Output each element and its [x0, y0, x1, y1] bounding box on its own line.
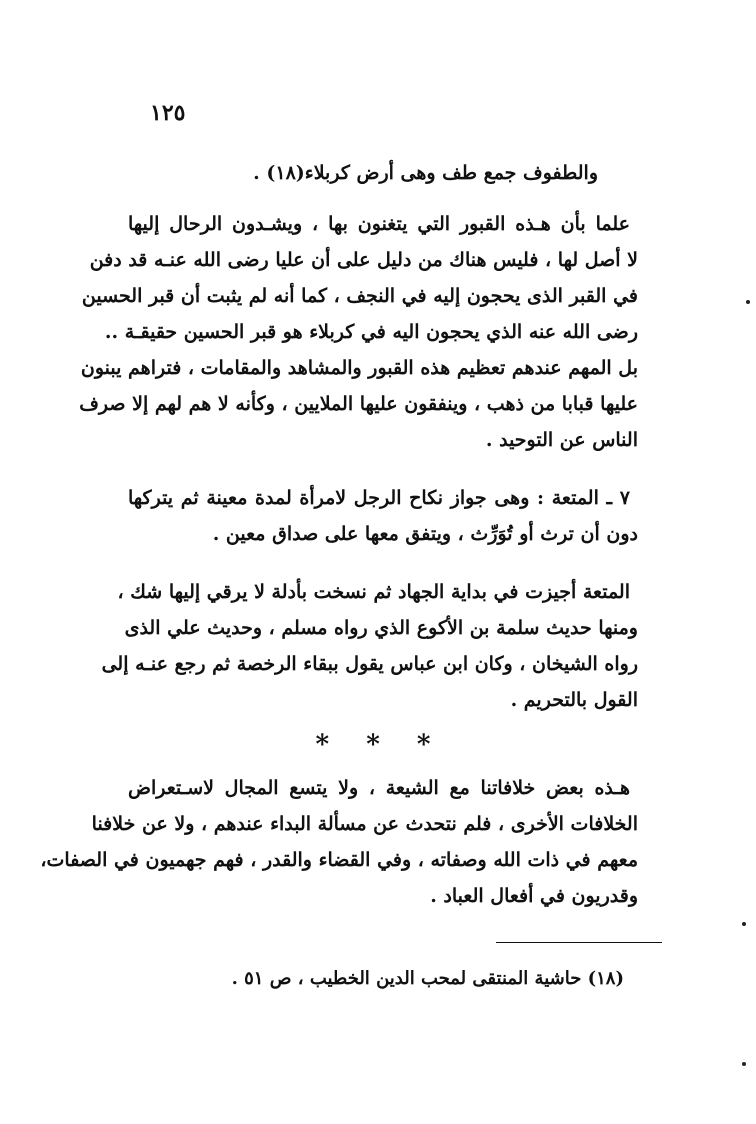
page-number: ١٢٥	[150, 100, 186, 126]
section-separator: * * *	[315, 730, 445, 760]
paragraph-graves	[79, 206, 638, 458]
footnote: (١٨) حاشية المنتقى لمحب الدين الخطيب ، ص ٥١ .	[231, 968, 624, 989]
text-line: لا أصل لها ، فليس هناك من دليل على أن عليا رضى الله عنـه قد دفن	[89, 249, 638, 271]
text-line: الناس عن التوحيد .	[485, 429, 638, 451]
paragraph-mutah-abrogation	[101, 574, 638, 718]
scan-speck	[742, 1062, 746, 1066]
paragraph-differences	[40, 770, 638, 914]
text-line: الخلافات الأخرى ، فلم نتحدث عن مسألة البداء عندهم ، ولا عن خلافنا	[91, 813, 638, 835]
text-line: ومنها حديث سلمة بن الأكوع الذي رواه مسلم ، وحديث علي الذى	[124, 617, 638, 639]
paragraph-mutah-definition	[128, 480, 638, 552]
text-line: والطفوف جمع طف وهى أرض كربلاء(١٨) .	[253, 162, 598, 184]
text-line: المتعة أجيزت في بداية الجهاد ثم نسخت بأدلة لا يرقي إليها شك ،	[117, 581, 630, 603]
text-line: معهم في ذات الله وصفاته ، وفي القضاء والقدر ، فهم جهميون في الصفات،	[40, 849, 638, 871]
text-line: رضى الله عنه الذي يحجون اليه في كربلاء هو قبر الحسين حقيقـة ..	[104, 321, 638, 343]
footnote-divider	[496, 942, 662, 943]
paragraph-karbala-definition	[128, 155, 638, 191]
scan-speck	[746, 300, 750, 304]
text-line: عليها قبابا من ذهب ، وينفقون عليها الملايين ، وكأنه لا هم لهم إلا صرف	[79, 393, 638, 415]
text-line: دون أن ترث أو تُوَرِّث ، ويتفق معها على صداق معين .	[212, 523, 638, 545]
text-line: علما بأن هـذه القبور التي يتغنون بها ، ويشـدون الرحال إليها	[128, 213, 630, 235]
text-line: في القبر الذى يحجون إليه في النجف ، كما أنه لم يثبت أن قبر الحسين	[81, 285, 638, 307]
text-line: هـذه بعض خلافاتنا مع الشيعة ، ولا يتسع المجال لاسـتعراض	[128, 777, 630, 799]
text-line: بل المهم عندهم تعظيم هذه القبور والمشاهد والمقامات ، فتراهم يبنون	[80, 357, 638, 379]
text-line: ٧ ـ المتعة : وهى جواز نكاح الرجل لامرأة لمدة معينة ثم يتركها	[128, 487, 630, 509]
text-line: رواه الشيخان ، وكان ابن عباس يقول ببقاء الرخصة ثم رجع عنـه إلى	[101, 653, 638, 675]
text-line: وقدريون في أفعال العباد .	[430, 885, 638, 907]
scan-speck	[742, 922, 746, 926]
text-line: القول بالتحريم .	[510, 689, 638, 711]
